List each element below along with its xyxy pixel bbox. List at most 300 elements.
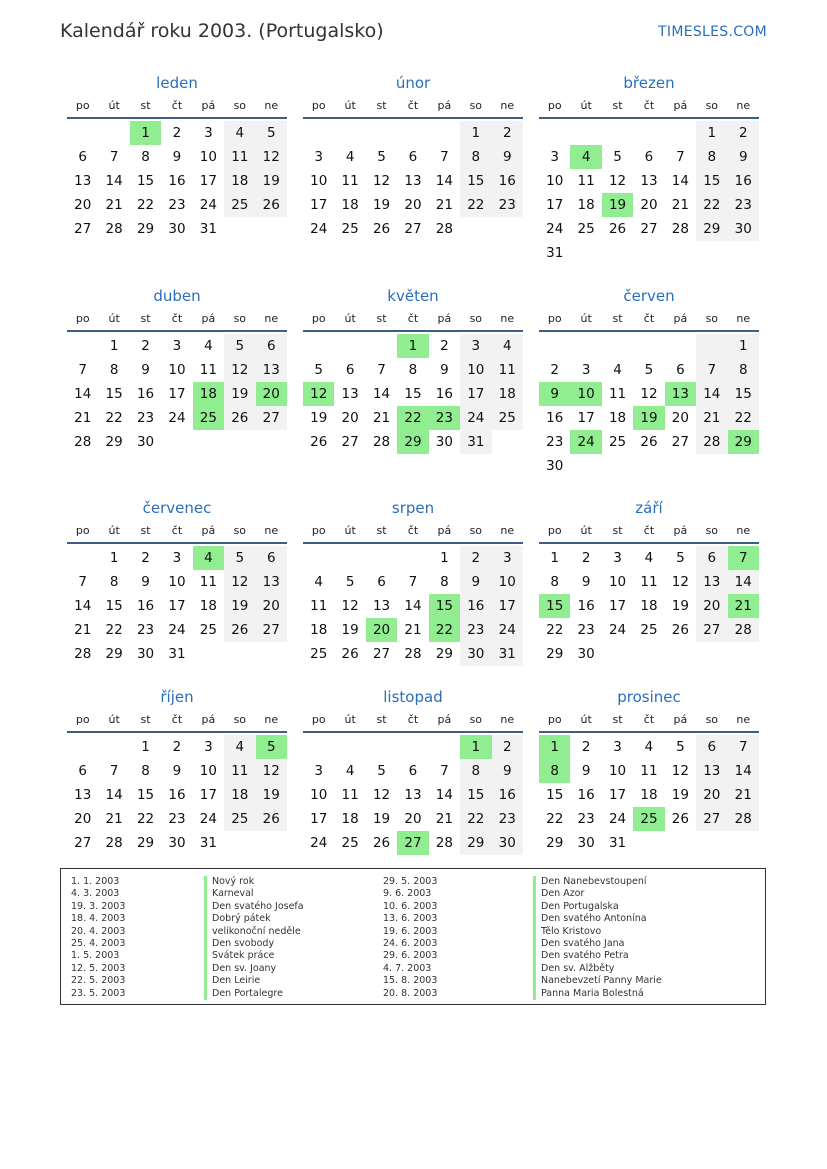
- day-cell: 29: [546, 835, 564, 851]
- day-cell: 7: [109, 149, 119, 165]
- empty-cell: [539, 334, 570, 358]
- holiday-date: 9. 6. 2003: [383, 888, 432, 900]
- day-cell: 9: [581, 574, 591, 590]
- empty-cell: [728, 642, 759, 666]
- empty-cell: [193, 642, 224, 666]
- day-cell: 2: [141, 550, 150, 566]
- empty-cell: [397, 735, 428, 759]
- weekday-label: st: [376, 99, 387, 112]
- day-cell: 7: [408, 574, 418, 590]
- day-cell: 4: [492, 334, 523, 358]
- empty-cell: [633, 831, 664, 855]
- day-cell: 15: [460, 169, 491, 193]
- weekday-label: so: [233, 99, 247, 112]
- day-cell: 22: [136, 811, 155, 827]
- day-cell: 20: [404, 811, 422, 827]
- day-cell: 10: [546, 173, 564, 189]
- day-cell: 27: [74, 835, 92, 851]
- day-cell: 20: [404, 197, 422, 213]
- day-cell: 2: [141, 338, 150, 354]
- day-cell: 26: [608, 221, 627, 237]
- day-cell: 25: [341, 835, 359, 851]
- day-cell: 13: [341, 386, 359, 402]
- day-cell: 6: [408, 149, 418, 165]
- day-cell: 17: [492, 594, 523, 618]
- weekday-label: st: [140, 312, 151, 325]
- month-leden: [67, 71, 287, 241]
- day-cell: 31: [199, 835, 217, 851]
- day-cell: 15: [696, 169, 727, 193]
- day-cell: 1: [130, 121, 161, 145]
- day-cell: 19: [256, 169, 287, 193]
- weekday-label: pá: [673, 99, 688, 112]
- holiday-date: 1. 1. 2003: [71, 876, 120, 887]
- weekday-label: so: [469, 713, 483, 726]
- holiday-name: Den svatého Petra: [533, 950, 662, 962]
- empty-cell: [397, 121, 428, 145]
- day-cell: 26: [671, 622, 689, 638]
- day-cell: 23: [168, 197, 186, 213]
- day-cell: 13: [74, 173, 92, 189]
- day-cell: 18: [193, 382, 224, 406]
- empty-cell: [303, 121, 334, 145]
- empty-cell: [397, 546, 428, 570]
- day-cell: 19: [372, 197, 391, 213]
- day-cell: 8: [141, 763, 150, 779]
- day-cell: 7: [440, 149, 449, 165]
- day-cell: 2: [581, 550, 591, 566]
- day-cell: 24: [608, 622, 627, 638]
- day-cell: 3: [172, 550, 182, 566]
- empty-cell: [696, 334, 727, 358]
- day-cell: 15: [105, 598, 123, 614]
- day-cell: 17: [310, 197, 328, 213]
- day-cell: 7: [728, 546, 759, 570]
- day-cell: 29: [136, 835, 155, 851]
- day-cell: 27: [74, 221, 92, 237]
- day-cell: 12: [341, 598, 359, 614]
- day-cell: 31: [608, 835, 627, 851]
- day-cell: 12: [256, 759, 287, 783]
- day-cell: 23: [136, 410, 155, 426]
- day-cell: 10: [199, 149, 217, 165]
- month-name: srpen: [391, 499, 435, 517]
- day-grid: [539, 334, 759, 478]
- day-cell: 21: [372, 410, 391, 426]
- day-cell: 25: [310, 646, 328, 662]
- day-cell: 1: [460, 735, 491, 759]
- holiday-date: 20. 4. 2003: [71, 925, 126, 937]
- day-cell: 22: [460, 807, 491, 831]
- day-cell: 19: [341, 622, 359, 638]
- weekday-label: ne: [500, 312, 515, 325]
- day-cell: 6: [377, 574, 386, 590]
- weekday-header: [303, 308, 523, 332]
- day-cell: 21: [404, 622, 422, 638]
- holiday-date: 15. 8. 2003: [383, 975, 438, 987]
- day-cell: 22: [397, 406, 428, 430]
- weekday-label: po: [547, 713, 562, 726]
- day-cell: 3: [314, 763, 323, 779]
- day-cell: 24: [310, 835, 328, 851]
- empty-cell: [334, 334, 365, 358]
- day-cell: 19: [256, 783, 287, 807]
- weekday-label: st: [612, 524, 623, 537]
- empty-cell: [539, 121, 570, 145]
- day-cell: 11: [199, 574, 217, 590]
- day-cell: 3: [204, 739, 213, 755]
- day-cell: 6: [408, 763, 418, 779]
- month-name: červen: [623, 287, 675, 305]
- day-cell: 17: [460, 382, 491, 406]
- day-cell: 28: [671, 221, 689, 237]
- day-grid: [303, 735, 523, 855]
- month-name: červenec: [142, 499, 212, 517]
- weekday-label: čt: [171, 713, 183, 726]
- day-cell: 25: [577, 221, 595, 237]
- day-cell: 24: [168, 622, 186, 638]
- month-červen: [539, 284, 759, 478]
- weekday-label: čt: [643, 713, 655, 726]
- empty-cell: [602, 454, 633, 478]
- day-cell: 19: [671, 598, 689, 614]
- empty-cell: [696, 454, 727, 478]
- day-cell: 14: [671, 173, 689, 189]
- day-cell: 16: [546, 410, 564, 426]
- empty-cell: [256, 642, 287, 666]
- holiday-name: Karneval: [204, 888, 304, 900]
- day-cell: 10: [310, 173, 328, 189]
- page-title: Kalendář roku 2003. (Portugalsko): [60, 20, 384, 42]
- holiday-name: Den svatého Jana: [533, 938, 662, 950]
- day-cell: 1: [109, 550, 119, 566]
- day-cell: 20: [74, 811, 92, 827]
- holiday-date: 12. 5. 2003: [71, 962, 126, 974]
- day-cell: 9: [539, 382, 570, 406]
- day-cell: 1: [728, 334, 759, 358]
- day-cell: 3: [204, 125, 213, 141]
- weekday-label: pá: [437, 524, 452, 537]
- empty-cell: [303, 735, 334, 759]
- day-cell: 4: [224, 121, 255, 145]
- day-cell: 13: [696, 570, 727, 594]
- empty-cell: [67, 121, 98, 145]
- weekday-label: út: [108, 524, 120, 537]
- day-cell: 14: [728, 759, 759, 783]
- day-cell: 17: [199, 787, 217, 803]
- weekday-label: so: [233, 312, 247, 325]
- day-cell: 18: [640, 787, 658, 803]
- day-cell: 16: [492, 169, 523, 193]
- holiday-name: Den svatého Antonína: [533, 913, 662, 925]
- holiday-name: Panna Maria Bolestná: [533, 988, 662, 1000]
- day-cell: 9: [141, 362, 150, 378]
- day-cell: 6: [256, 546, 287, 570]
- empty-cell: [665, 241, 696, 265]
- weekday-label: út: [580, 524, 592, 537]
- day-cell: 8: [728, 358, 759, 382]
- weekday-label: so: [705, 312, 719, 325]
- day-cell: 10: [199, 763, 217, 779]
- day-grid: [539, 735, 759, 855]
- weekday-label: ne: [500, 524, 515, 537]
- day-cell: 30: [460, 642, 491, 666]
- day-cell: 15: [539, 594, 570, 618]
- day-cell: 11: [640, 574, 658, 590]
- weekday-label: po: [311, 99, 326, 112]
- day-cell: 15: [404, 386, 422, 402]
- day-cell: 6: [676, 362, 685, 378]
- day-cell: 31: [460, 430, 491, 454]
- day-cell: 4: [224, 735, 255, 759]
- day-cell: 10: [608, 574, 627, 590]
- day-cell: 29: [397, 430, 428, 454]
- weekday-header: [67, 520, 287, 544]
- month-name: leden: [156, 74, 198, 92]
- day-cell: 12: [224, 358, 255, 382]
- day-cell: 24: [460, 406, 491, 430]
- month-srpen: [303, 496, 523, 666]
- empty-cell: [665, 121, 696, 145]
- day-cell: 28: [105, 221, 123, 237]
- day-cell: 13: [640, 173, 658, 189]
- day-cell: 12: [640, 386, 658, 402]
- holiday-name: Den svobody: [204, 938, 304, 950]
- holiday-name: Nový rok: [204, 876, 304, 888]
- site-link[interactable]: TIMESLES.COM: [658, 24, 767, 40]
- weekday-label: so: [469, 99, 483, 112]
- day-cell: 7: [696, 358, 727, 382]
- day-cell: 22: [429, 618, 460, 642]
- day-cell: 9: [728, 145, 759, 169]
- month-name: duben: [153, 287, 201, 305]
- day-grid: [303, 546, 523, 666]
- day-cell: 23: [460, 618, 491, 642]
- holiday-date: 19. 3. 2003: [71, 900, 126, 912]
- day-cell: 30: [546, 458, 564, 474]
- weekday-label: út: [108, 99, 120, 112]
- day-cell: 22: [460, 193, 491, 217]
- day-cell: 5: [676, 550, 685, 566]
- day-cell: 30: [577, 835, 595, 851]
- day-cell: 14: [435, 787, 453, 803]
- day-cell: 8: [539, 759, 570, 783]
- day-cell: 10: [492, 570, 523, 594]
- weekday-label: čt: [407, 312, 419, 325]
- weekday-label: po: [75, 713, 90, 726]
- holiday-date: 18. 4. 2003: [71, 913, 126, 925]
- weekday-label: pá: [673, 312, 688, 325]
- day-cell: 14: [74, 598, 92, 614]
- day-cell: 6: [256, 334, 287, 358]
- empty-cell: [67, 334, 98, 358]
- empty-cell: [633, 642, 664, 666]
- empty-cell: [696, 241, 727, 265]
- empty-cell: [67, 735, 98, 759]
- day-cell: 21: [435, 811, 453, 827]
- day-cell: 18: [310, 622, 328, 638]
- day-cell: 9: [440, 362, 449, 378]
- weekday-label: po: [311, 312, 326, 325]
- weekday-label: pá: [201, 524, 216, 537]
- weekday-label: ne: [264, 99, 279, 112]
- weekday-label: čt: [407, 524, 419, 537]
- day-cell: 17: [546, 197, 564, 213]
- day-cell: 21: [435, 197, 453, 213]
- day-cell: 22: [136, 197, 155, 213]
- day-cell: 22: [546, 622, 564, 638]
- day-cell: 28: [728, 618, 759, 642]
- day-cell: 9: [460, 570, 491, 594]
- day-cell: 23: [168, 811, 186, 827]
- weekday-header: [539, 520, 759, 544]
- day-grid: [67, 546, 287, 666]
- weekday-label: st: [376, 713, 387, 726]
- day-cell: 9: [581, 763, 591, 779]
- day-cell: 29: [435, 646, 453, 662]
- weekday-label: ne: [264, 713, 279, 726]
- day-cell: 10: [168, 574, 186, 590]
- day-cell: 16: [435, 386, 453, 402]
- weekday-label: čt: [643, 312, 655, 325]
- month-květen: [303, 284, 523, 454]
- day-cell: 11: [341, 787, 359, 803]
- weekday-label: po: [311, 713, 326, 726]
- empty-cell: [696, 831, 727, 855]
- day-cell: 8: [109, 362, 119, 378]
- day-cell: 20: [671, 410, 689, 426]
- day-cell: 5: [377, 763, 386, 779]
- holiday-name: Svátek práce: [204, 950, 304, 962]
- weekday-label: so: [705, 524, 719, 537]
- month-únor: [303, 71, 523, 241]
- day-cell: 19: [224, 594, 255, 618]
- month-name: prosinec: [617, 688, 681, 706]
- holiday-date: 1. 5. 2003: [71, 950, 120, 962]
- weekday-label: čt: [643, 524, 655, 537]
- holiday-name: Den Nanebevstoupení: [533, 876, 662, 888]
- day-cell: 27: [256, 406, 287, 430]
- day-cell: 17: [168, 386, 186, 402]
- day-cell: 15: [429, 594, 460, 618]
- empty-cell: [161, 430, 192, 454]
- day-cell: 30: [136, 434, 155, 450]
- day-cell: 16: [492, 783, 523, 807]
- day-cell: 31: [199, 221, 217, 237]
- holiday-date: 13. 6. 2003: [383, 913, 438, 925]
- weekday-label: po: [547, 99, 562, 112]
- holiday-date: 20. 8. 2003: [383, 987, 438, 999]
- day-cell: 28: [404, 646, 422, 662]
- weekday-label: po: [75, 99, 90, 112]
- holiday-list: [60, 868, 766, 1005]
- day-cell: 24: [608, 811, 627, 827]
- day-grid: [539, 121, 759, 265]
- weekday-label: út: [580, 99, 592, 112]
- day-cell: 28: [74, 434, 92, 450]
- day-grid: [303, 334, 523, 454]
- day-cell: 18: [492, 382, 523, 406]
- day-cell: 15: [546, 787, 564, 803]
- month-name: září: [635, 499, 663, 517]
- empty-cell: [633, 241, 664, 265]
- day-cell: 13: [372, 598, 391, 614]
- day-cell: 16: [577, 598, 595, 614]
- day-cell: 26: [341, 646, 359, 662]
- holiday-name: velikonoční neděle: [204, 926, 304, 938]
- day-cell: 25: [193, 406, 224, 430]
- weekday-label: út: [344, 524, 356, 537]
- day-cell: 15: [105, 386, 123, 402]
- weekday-label: pá: [201, 99, 216, 112]
- day-grid: [67, 735, 287, 855]
- day-cell: 27: [696, 618, 727, 642]
- weekday-label: čt: [407, 713, 419, 726]
- weekday-label: so: [233, 713, 247, 726]
- holiday-name: Dobrý pátek: [204, 913, 304, 925]
- weekday-label: st: [376, 312, 387, 325]
- weekday-header: [539, 308, 759, 332]
- day-cell: 13: [404, 787, 422, 803]
- day-cell: 16: [136, 386, 155, 402]
- day-cell: 2: [492, 121, 523, 145]
- day-cell: 12: [671, 763, 689, 779]
- day-cell: 1: [460, 121, 491, 145]
- day-cell: 2: [550, 362, 559, 378]
- empty-cell: [570, 334, 601, 358]
- day-cell: 7: [109, 763, 119, 779]
- month-říjen: [67, 685, 287, 855]
- day-cell: 10: [310, 787, 328, 803]
- weekday-label: st: [376, 524, 387, 537]
- holiday-name: Den sv. Alžběty: [533, 963, 662, 975]
- day-cell: 12: [224, 570, 255, 594]
- day-cell: 1: [696, 121, 727, 145]
- day-cell: 22: [105, 410, 123, 426]
- empty-cell: [570, 454, 601, 478]
- day-cell: 3: [314, 149, 323, 165]
- day-cell: 13: [256, 358, 287, 382]
- holiday-date: 4. 3. 2003: [71, 888, 120, 900]
- empty-cell: [334, 121, 365, 145]
- day-cell: 2: [492, 735, 523, 759]
- day-cell: 18: [224, 783, 255, 807]
- day-cell: 18: [224, 169, 255, 193]
- empty-cell: [665, 454, 696, 478]
- weekday-label: po: [311, 524, 326, 537]
- day-cell: 4: [345, 149, 355, 165]
- empty-cell: [665, 642, 696, 666]
- day-cell: 28: [372, 434, 391, 450]
- day-cell: 6: [696, 735, 727, 759]
- day-cell: 27: [397, 831, 428, 855]
- day-cell: 10: [570, 382, 601, 406]
- weekday-label: st: [140, 713, 151, 726]
- holiday-date: 10. 6. 2003: [383, 900, 438, 912]
- day-cell: 20: [696, 783, 727, 807]
- day-cell: 7: [676, 149, 685, 165]
- day-cell: 29: [136, 221, 155, 237]
- day-cell: 4: [570, 145, 601, 169]
- day-cell: 7: [728, 735, 759, 759]
- empty-cell: [256, 430, 287, 454]
- day-cell: 3: [613, 739, 622, 755]
- day-cell: 2: [460, 546, 491, 570]
- day-cell: 11: [640, 763, 658, 779]
- day-cell: 6: [78, 149, 87, 165]
- day-cell: 14: [105, 173, 123, 189]
- day-cell: 21: [74, 410, 92, 426]
